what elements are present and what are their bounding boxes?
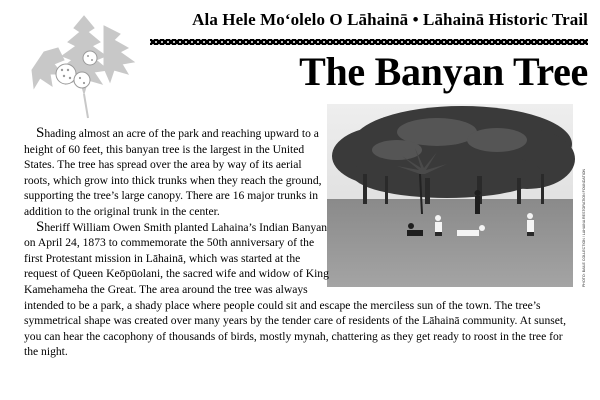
breadfruit-logo <box>24 8 144 120</box>
diamond-rule <box>150 38 588 46</box>
paragraph-1-initial: S <box>36 125 45 141</box>
paragraph-2-text: heriff William Owen Smith planted Lahaina’s Indian Banyan on April 24, 1873 to commemorate the 50th anniversary of the first Protestant mission in Lāhainā, which was started at the request of Queen Keōpūolani, the sacred wife and widow of King Kamehameha the Great. The area around the tree was always intended to be a park, a shady place where people could sit and escape the merciless sun of the town. The tree’s symmetrical shape was created over many years by the tender care of residents of the Lāhainā community. At sunset, you can hear the cacophony of thousands of birds, mostly mynah, chattering as they get ready to roost in the tree for the night. <box>24 220 567 359</box>
trail-title: Ala Hele Moʻolelo O Lāhainā • Lāhainā Historic Trail <box>192 10 588 29</box>
paragraph-2-initial: S <box>36 218 45 235</box>
photo-credit-text: PHOTO: BAILE COLLECTION / LAHAINA RESTORATION FOUNDATION <box>582 168 586 287</box>
sign-title: The Banyan Tree <box>299 49 588 94</box>
photo-spacer <box>329 126 579 288</box>
paragraph-1-text: hading almost an acre of the park and reaching upward to a height of 60 feet, this banyan tree is the largest in the United States. The tree has spread over the area by way of its aerial roots, which grow into thick trunks when they reach the ground, supporting the tree’s large canopy. There are 16 major trunks in addition to the original trunk in the center. <box>24 127 322 218</box>
article-body <box>24 126 579 360</box>
